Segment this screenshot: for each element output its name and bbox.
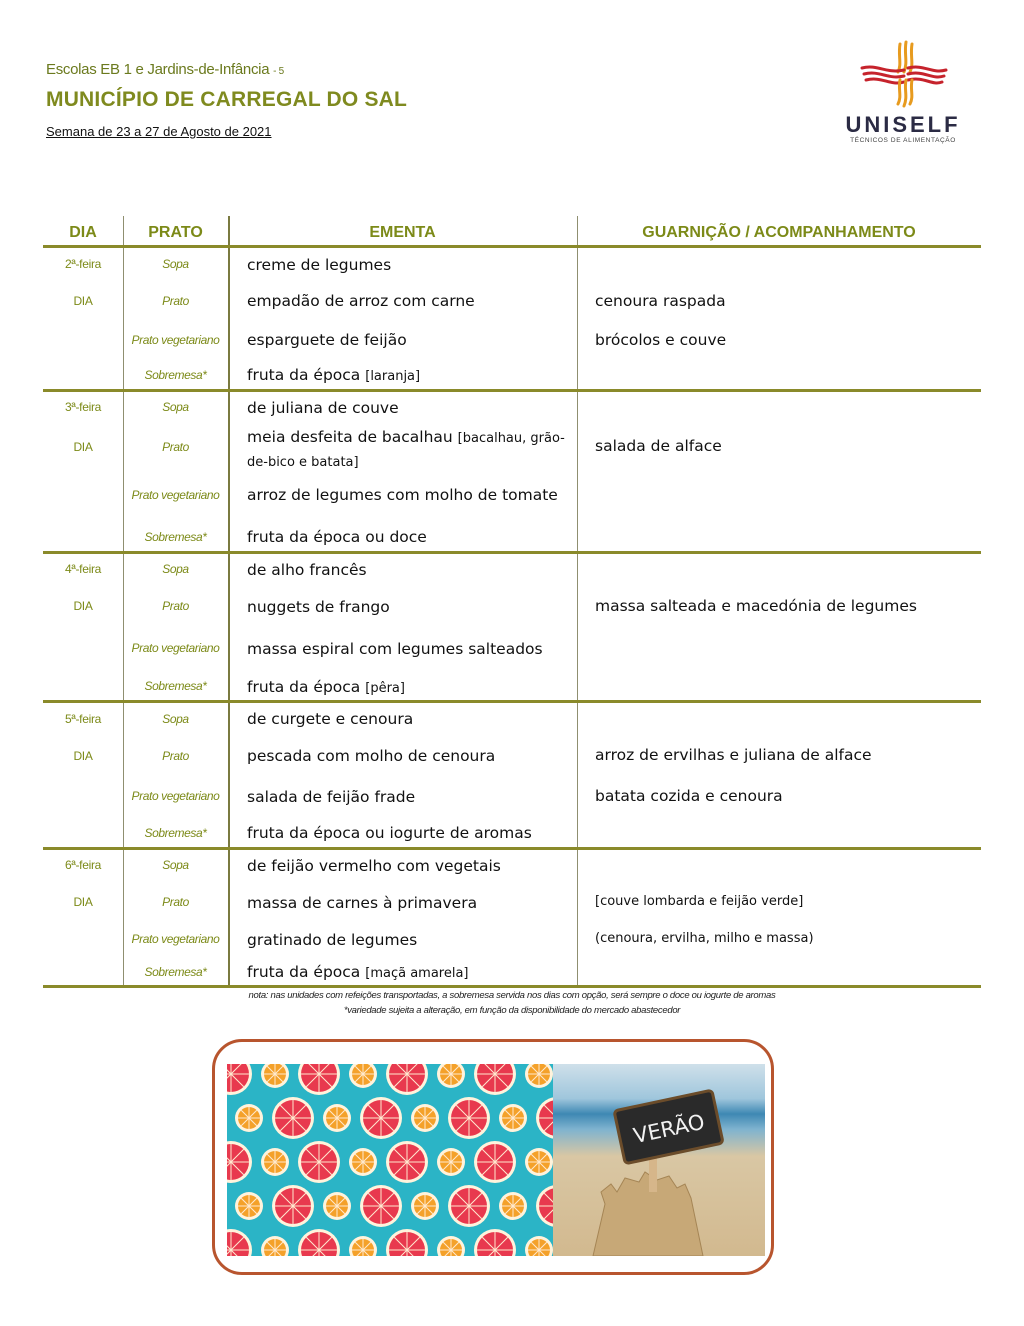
prato-label: Sobremesa* <box>144 965 207 979</box>
summer-photo-frame <box>212 1039 774 1275</box>
row-divider <box>43 985 981 988</box>
grapefruit-slice <box>474 1229 516 1256</box>
ementa-text: creme de legumes <box>247 256 392 274</box>
ementa-text: fruta da época <box>247 963 361 981</box>
day-label: 6ª-feira <box>64 858 102 872</box>
uniself-logo-icon <box>828 38 978 112</box>
guarnicao-text: batata cozida e cenoura <box>595 787 783 805</box>
grapefruit-slice <box>272 1185 314 1227</box>
orange-slice <box>437 1064 465 1088</box>
orange-slice <box>411 1192 439 1220</box>
grapefruit-slice <box>227 1229 252 1256</box>
column-divider <box>228 216 230 988</box>
ementa-text: de juliana de couve <box>247 399 399 417</box>
ementa-note: [bacalhau, grão-de-bico e batata] <box>247 431 565 470</box>
column-header-prato: PRATO <box>148 224 203 241</box>
prato-label: Sobremesa* <box>144 530 207 544</box>
ementa-text: empadão de arroz com carne <box>247 292 475 310</box>
grapefruit-slice <box>298 1141 340 1183</box>
grapefruit-slice <box>360 1097 402 1139</box>
orange-slice <box>235 1192 263 1220</box>
uniself-logo <box>828 38 978 148</box>
guarnicao-text: massa salteada e macedónia de legumes <box>595 597 917 615</box>
citrus-slices-pattern <box>227 1064 553 1256</box>
ementa-row <box>247 426 577 474</box>
ementa-text: pescada com molho de cenoura <box>247 747 496 765</box>
ementa-text: fruta da época ou iogurte de aromas <box>247 824 532 842</box>
guarnicao-text: (cenoura, ervilha, milho e massa) <box>595 931 814 946</box>
ementa-text: nuggets de frango <box>247 598 390 616</box>
prato-label: Sobremesa* <box>144 826 207 840</box>
school-subtitle-number: - 5 <box>273 66 284 77</box>
grapefruit-slice <box>227 1064 252 1095</box>
ementa-text: gratinado de legumes <box>247 931 418 949</box>
page-title: MUNICÍPIO DE CARREGAL DO SAL <box>46 88 408 111</box>
ementa-text: de alho francês <box>247 561 367 579</box>
guarnicao-text: cenoura raspada <box>595 292 726 310</box>
sandcastle-scene <box>553 1064 765 1256</box>
row-divider <box>43 847 981 850</box>
prato-label: Sopa <box>162 562 189 576</box>
orange-slice <box>323 1192 351 1220</box>
guarnicao-text: salada de alface <box>595 437 722 455</box>
ementa-text: fruta da época <box>247 366 361 384</box>
grapefruit-slice <box>298 1229 340 1256</box>
citrus-slices-image <box>227 1064 553 1256</box>
orange-slice <box>235 1104 263 1132</box>
grapefruit-slice <box>448 1185 490 1227</box>
school-subtitle-text: Escolas EB 1 e Jardins-de-Infância <box>46 61 270 78</box>
orange-slice <box>525 1064 553 1088</box>
ementa-row <box>247 364 577 388</box>
day-dia-label: DIA <box>73 440 93 454</box>
ementa-note: [maçã amarela] <box>365 966 469 981</box>
ementa-text: meia desfeita de bacalhau <box>247 428 453 446</box>
variety-note: *variedade sujeita a alteração, em função da disponibilidade do mercado abastecedor <box>343 1005 681 1016</box>
orange-slice <box>261 1236 289 1256</box>
day-label: 3ª-feira <box>64 400 102 414</box>
orange-slice <box>525 1236 553 1256</box>
orange-slice <box>525 1148 553 1176</box>
school-subtitle <box>46 61 284 78</box>
ementa-row <box>247 961 577 985</box>
sign-text: VERÃO <box>631 1109 707 1149</box>
row-divider <box>43 389 981 392</box>
prato-label: Prato <box>162 294 189 308</box>
orange-slice <box>261 1064 289 1088</box>
logo-name: UNISELF <box>845 112 961 137</box>
prato-label: Sopa <box>162 858 189 872</box>
ementa-text: salada de feijão frade <box>247 788 416 806</box>
grapefruit-slice <box>298 1064 340 1095</box>
ementa-note: [pêra] <box>365 681 405 696</box>
orange-slice <box>437 1236 465 1256</box>
verao-sign <box>614 1090 723 1164</box>
grapefruit-slice <box>474 1141 516 1183</box>
grapefruit-slice <box>386 1064 428 1095</box>
row-divider <box>43 551 981 554</box>
ementa-text: massa de carnes à primavera <box>247 894 478 912</box>
grapefruit-slice <box>272 1097 314 1139</box>
ementa-text: arroz de legumes com molho de tomate <box>247 486 558 504</box>
column-header-guarnicao: GUARNIÇÃO / ACOMPANHAMENTO <box>642 224 916 241</box>
orange-slice <box>437 1148 465 1176</box>
prato-label: Prato vegetariano <box>131 488 220 502</box>
column-header-dia: DIA <box>69 224 97 241</box>
prato-label: Prato <box>162 599 189 613</box>
grapefruit-slice <box>536 1185 553 1227</box>
guarnicao-text: arroz de ervilhas e juliana de alface <box>595 746 872 764</box>
day-dia-label: DIA <box>73 895 93 909</box>
ementa-text: fruta da época ou doce <box>247 528 427 546</box>
day-dia-label: DIA <box>73 599 93 613</box>
logo-tagline: TÉCNICOS DE ALIMENTAÇÃO <box>850 137 956 144</box>
prato-label: Sobremesa* <box>144 368 207 382</box>
column-header-ementa: EMENTA <box>369 224 436 241</box>
ementa-text: massa espiral com legumes salteados <box>247 640 543 658</box>
prato-label: Sobremesa* <box>144 679 207 693</box>
day-dia-label: DIA <box>73 749 93 763</box>
orange-slice <box>499 1192 527 1220</box>
orange-slice <box>323 1104 351 1132</box>
ementa-row <box>247 676 577 700</box>
prato-label: Prato <box>162 895 189 909</box>
orange-slice <box>349 1064 377 1088</box>
day-label: 4ª-feira <box>64 562 102 576</box>
grapefruit-slice <box>386 1229 428 1256</box>
prato-label: Sopa <box>162 712 189 726</box>
row-divider <box>43 245 981 248</box>
column-divider <box>577 216 578 988</box>
grapefruit-slice <box>386 1141 428 1183</box>
grapefruit-slice <box>448 1097 490 1139</box>
ementa-text: de curgete e cenoura <box>247 710 414 728</box>
guarnicao-text: brócolos e couve <box>595 331 727 349</box>
grapefruit-slice <box>227 1141 252 1183</box>
orange-slice <box>411 1104 439 1132</box>
grapefruit-slice <box>474 1064 516 1095</box>
week-label: Semana de 23 a 27 de Agosto de 2021 <box>46 124 272 139</box>
orange-slice <box>349 1236 377 1256</box>
prato-label: Prato vegetariano <box>131 932 220 946</box>
ementa-note: [laranja] <box>365 369 421 384</box>
ementa-text: fruta da época <box>247 678 361 696</box>
prato-label: Prato vegetariano <box>131 641 220 655</box>
prato-label: Prato vegetariano <box>131 789 220 803</box>
orange-slice <box>499 1104 527 1132</box>
transport-note: nota: nas unidades com refeições transportadas, a sobremesa servida nos dias com opção, será sempre o doce ou iogurte de aromas <box>248 990 776 1001</box>
day-label: 5ª-feira <box>64 712 102 726</box>
grapefruit-slice <box>536 1097 553 1139</box>
prato-label: Prato <box>162 440 189 454</box>
sandcastle <box>593 1172 703 1256</box>
grapefruit-slice <box>360 1185 402 1227</box>
day-dia-label: DIA <box>73 294 93 308</box>
prato-label: Prato <box>162 749 189 763</box>
prato-label: Prato vegetariano <box>131 333 220 347</box>
orange-slice <box>349 1148 377 1176</box>
prato-label: Sopa <box>162 257 189 271</box>
day-label: 2ª-feira <box>64 257 102 271</box>
beach-sandcastle-image <box>553 1064 765 1256</box>
orange-slice <box>261 1148 289 1176</box>
guarnicao-text: [couve lombarda e feijão verde] <box>595 894 804 909</box>
ementa-text: de feijão vermelho com vegetais <box>247 857 501 875</box>
row-divider <box>43 700 981 703</box>
ementa-text: esparguete de feijão <box>247 331 407 349</box>
prato-label: Sopa <box>162 400 189 414</box>
